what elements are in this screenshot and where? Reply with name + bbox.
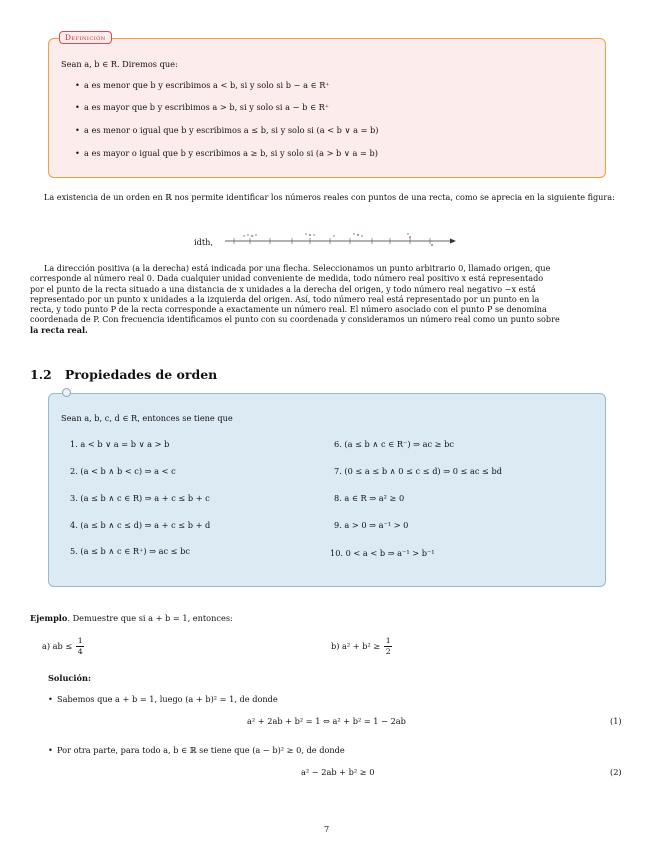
paragraph-direction: La dirección positiva (a la derecha) está indicada por una flecha. Seleccionamos un punto arbitrario 0, llamado origen, que corresponde al número real 0. Dada cualquier unidad conveniente de medida, todo número real positivo x está representado por el punto de la recta situado a una distancia de x unidades a la derecha del origen, y todo número real negativo −x está representado por un punto x unidades a la izquierda del origen. Así, todo número real está representado por un punto en la recta, y todo punto P de la recta corresponde a exactamente un número real. El número asociado con el punto P se denomina coordenada de P. Con frecuencia identificamos el punto con su coordenada y consideramos un número real como un punto sobre la recta real.: [30, 263, 560, 335]
equation: a² − 2ab + b² ≥ 0: [301, 767, 375, 777]
property-item: 2. (a < b ∧ b < c) ⇒ a < c: [70, 466, 176, 476]
solution-step: • Por otra parte, para todo a, b ∈ ℝ se tiene que (a − b)² ≥ 0, de donde: [48, 745, 345, 755]
property-item: 5. (a ≤ b ∧ c ∈ R⁺) ⇒ ac ≤ bc: [70, 546, 190, 556]
example-part-b: b) a² + b² ≥ 1 2: [331, 636, 391, 656]
equation: a² + 2ab + b² = 1 ⇔ a² + b² = 1 − 2ab: [247, 716, 406, 726]
figure-prefix: idth,: [194, 237, 214, 247]
properties-intro: Sean a, b, c, d ∈ R, entonces se tiene que: [61, 413, 233, 423]
equation-number: (1): [610, 716, 622, 726]
property-item: 6. (a ≤ b ∧ c ∈ R⁻) ⇒ ac ≥ bc: [334, 439, 454, 449]
example-statement: Ejemplo. Demuestre que si a + b = 1, entonces:: [30, 613, 233, 623]
solution-title: Solución:: [48, 673, 91, 683]
definition-item: • a es menor o igual que b y escribimos a ≤ b, si y solo si (a < b ∨ a = b): [75, 125, 379, 135]
solution-step: • Sabemos que a + b = 1, luego (a + b)² = 1, de donde: [48, 694, 278, 704]
definition-badge: Definición: [59, 31, 112, 44]
definition-intro: Sean a, b ∈ R. Diremos que:: [61, 59, 178, 69]
paragraph-intro: La existencia de un orden en ℝ nos permite identificar los números reales con puntos de una recta, como se aprecia en la siguiente figura:: [44, 192, 615, 202]
property-item: 4. (a ≤ b ∧ c ≤ d) ⇒ a + c ≤ b + d: [70, 520, 211, 530]
example-part-a: a) ab ≤ 1 4: [42, 636, 83, 656]
definition-item: • a es mayor o igual que b y escribimos a ≥ b, si y solo si (a > b ∨ a = b): [75, 148, 378, 158]
property-item: 7. (0 ≤ a ≤ b ∧ 0 ≤ c ≤ d) ⇒ 0 ≤ ac ≤ bd: [334, 466, 502, 476]
property-item: 8. a ∈ R ⇒ a² ≥ 0: [334, 493, 405, 503]
property-item: 1. a < b ∨ a = b ∨ a > b: [70, 439, 170, 449]
property-item: 10. 0 < a < b ⇒ a⁻¹ > b⁻¹: [330, 548, 435, 558]
definition-item: • a es menor que b y escribimos a < b, si y solo si b − a ∈ R⁺: [75, 80, 330, 90]
box-handle-icon: [62, 388, 71, 397]
property-item: 3. (a ≤ b ∧ c ∈ R) ⇒ a + c ≤ b + c: [70, 493, 210, 503]
page-number: 7: [324, 824, 330, 834]
section-heading: 1.2 Propiedades de orden: [30, 367, 218, 382]
definition-item: • a es mayor que b y escribimos a > b, si y solo si a − b ∈ R⁺: [75, 102, 330, 112]
equation-number: (2): [610, 767, 622, 777]
number-line-figure: [222, 229, 458, 249]
property-item: 9. a > 0 ⇒ a⁻¹ > 0: [334, 520, 409, 530]
